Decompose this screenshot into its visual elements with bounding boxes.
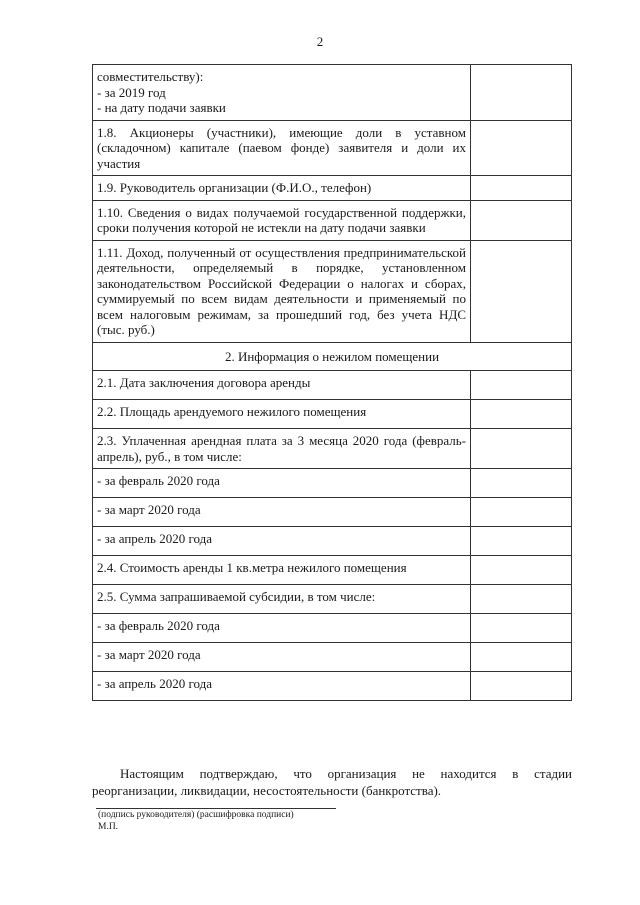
row-value-cell[interactable] bbox=[471, 200, 572, 240]
row-value-cell[interactable] bbox=[471, 614, 572, 643]
row-value-cell[interactable] bbox=[471, 556, 572, 585]
row-label-2-5-april: - за апрель 2020 года bbox=[93, 672, 471, 701]
table-row bbox=[93, 527, 572, 556]
row-line: - на дату подачи заявки bbox=[97, 100, 226, 115]
row-line: совместительству): bbox=[97, 69, 204, 84]
row-label-2-3-april: - за апрель 2020 года bbox=[93, 527, 471, 556]
row-label-1-9: 1.9. Руководитель организации (Ф.И.О., телефон) bbox=[93, 176, 471, 201]
table-row bbox=[93, 371, 572, 400]
table-row bbox=[93, 400, 572, 429]
table-row bbox=[93, 614, 572, 643]
confirmation-statement: Настоящим подтверждаю, что организация не находится в стадии реорганизации, ликвидации, несостоятельности (банкротства). bbox=[92, 766, 572, 798]
table-row bbox=[93, 672, 572, 701]
table-row bbox=[93, 585, 572, 614]
row-value-cell[interactable] bbox=[471, 498, 572, 527]
row-value-cell[interactable] bbox=[471, 400, 572, 429]
row-label-2-5: 2.5. Сумма запрашиваемой субсидии, в том числе: bbox=[93, 585, 471, 614]
row-label-1-8: 1.8. Акционеры (участники), имеющие доли в уставном (складочном) капитале (паевом фонде) заявителя и доли их участия bbox=[93, 120, 471, 176]
row-value-cell[interactable] bbox=[471, 240, 572, 342]
application-form-table bbox=[92, 64, 572, 701]
row-value-cell[interactable] bbox=[471, 672, 572, 701]
row-label-2-4: 2.4. Стоимость аренды 1 кв.метра нежилого помещения bbox=[93, 556, 471, 585]
row-label-2-3-february: - за февраль 2020 года bbox=[93, 469, 471, 498]
table-row bbox=[93, 200, 572, 240]
row-label-2-3-march: - за март 2020 года bbox=[93, 498, 471, 527]
row-value-cell[interactable] bbox=[471, 469, 572, 498]
section-2-title: 2. Информация о нежилом помещении bbox=[93, 342, 572, 371]
row-label-2-5-february: - за февраль 2020 года bbox=[93, 614, 471, 643]
row-label-2-3: 2.3. Уплаченная арендная плата за 3 месяца 2020 года (февраль-апрель), руб., в том числе: bbox=[93, 429, 471, 469]
row-label-2-5-march: - за март 2020 года bbox=[93, 643, 471, 672]
table-row bbox=[93, 556, 572, 585]
row-label-1-10: 1.10. Сведения о видах получаемой государственной поддержки, сроки получения которой не истекли на дату подачи заявки bbox=[93, 200, 471, 240]
signature-caption: (подпись руководителя) (расшифровка подписи) bbox=[98, 810, 294, 820]
table-row bbox=[93, 176, 572, 201]
row-label-continuation bbox=[93, 65, 471, 121]
table-row bbox=[93, 120, 572, 176]
table-row bbox=[93, 240, 572, 342]
row-label-2-2: 2.2. Площадь арендуемого нежилого помещения bbox=[93, 400, 471, 429]
row-value-cell[interactable] bbox=[471, 527, 572, 556]
row-value-cell[interactable] bbox=[471, 120, 572, 176]
table-row bbox=[93, 498, 572, 527]
row-value-cell[interactable] bbox=[471, 65, 572, 121]
page-number: 2 bbox=[316, 34, 324, 49]
row-label-2-1: 2.1. Дата заключения договора аренды bbox=[93, 371, 471, 400]
row-label-1-11: 1.11. Доход, полученный от осуществления предпринимательской деятельности, определяемый в порядке, установленном законодательством Российской Федерации о налогах и сборах, суммируемый по всем видам деятельности и применяемый по всем налоговым режимам, за прошедший год, без учета НДС (тыс. руб.) bbox=[93, 240, 471, 342]
row-value-cell[interactable] bbox=[471, 176, 572, 201]
table-row bbox=[93, 429, 572, 469]
table-row bbox=[93, 469, 572, 498]
row-line: - за 2019 год bbox=[97, 84, 166, 100]
row-value-cell[interactable] bbox=[471, 371, 572, 400]
table-row bbox=[93, 643, 572, 672]
row-value-cell[interactable] bbox=[471, 429, 572, 469]
row-value-cell[interactable] bbox=[471, 643, 572, 672]
row-value-cell[interactable] bbox=[471, 585, 572, 614]
table-row bbox=[93, 65, 572, 121]
seal-label: М.П. bbox=[98, 822, 119, 832]
signature-line[interactable] bbox=[96, 808, 336, 809]
table-row bbox=[93, 342, 572, 371]
